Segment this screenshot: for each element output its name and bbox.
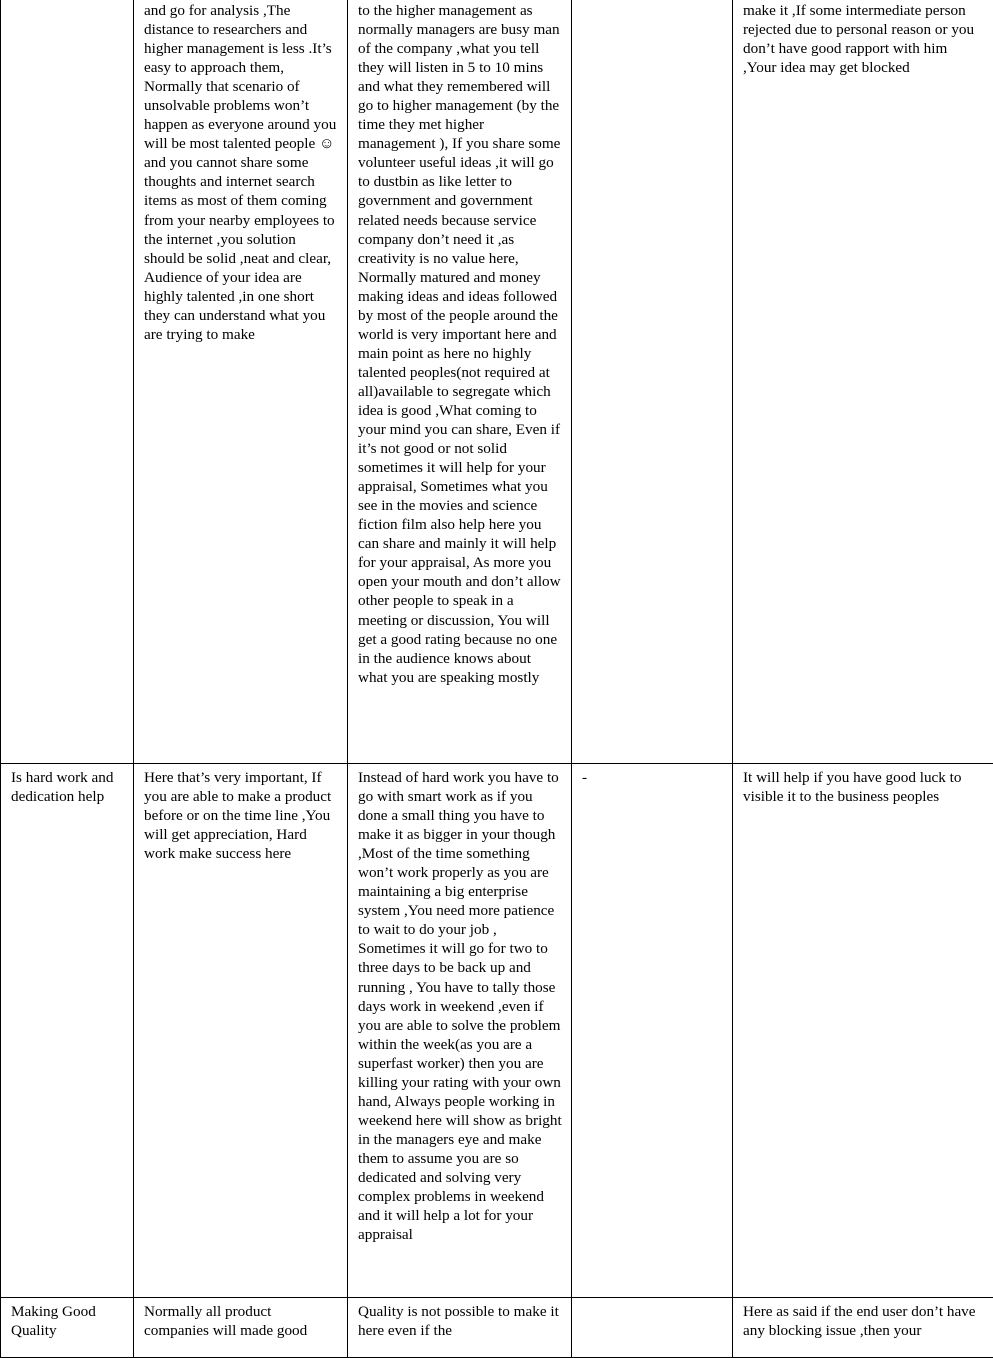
column-five-cell <box>733 1298 993 1358</box>
product-company-text: and go for analysis ,The distance to researchers and higher management is less .It’s easy to approach them, Normally that scenario of unsolvable problems won’t happen as everyone around you will be most talented people ☺ and you cannot share some thoughts and internet search items as most of them coming from your nearby employees to the internet ,you solution should be solid ,neat and clear, Audience of your idea are highly talented ,in one short they can understand what you are trying to make <box>144 1 338 344</box>
column-four-text: - <box>582 768 723 787</box>
table-row-hard-work <box>1 764 993 1298</box>
column-five-text: make it ,If some intermediate person rejected due to personal reason or you don’t have good rapport with him ,Your idea may get blocked <box>743 1 984 77</box>
topic-cell <box>1 0 134 764</box>
column-five-cell <box>733 0 993 764</box>
product-company-cell <box>134 764 348 1298</box>
column-five-text: It will help if you have good luck to visible it to the business peoples <box>743 768 984 806</box>
service-company-cell <box>348 764 572 1298</box>
service-company-text: Quality is not possible to make it here even if the <box>358 1302 562 1340</box>
topic-text: Is hard work and dedication help <box>11 768 124 806</box>
product-company-cell <box>134 1298 348 1358</box>
column-five-cell <box>733 764 993 1298</box>
product-company-text: Here that’s very important, If you are able to make a product before or on the time line ,You will get appreciation, Hard work make success here <box>144 768 338 863</box>
product-company-text: Normally all product companies will made good <box>144 1302 338 1340</box>
topic-cell <box>1 764 134 1298</box>
column-four-cell <box>572 0 733 764</box>
topic-cell <box>1 1298 134 1358</box>
column-four-cell <box>572 764 733 1298</box>
topic-text: Making Good Quality <box>11 1302 124 1340</box>
table-row-quality <box>1 1298 993 1358</box>
service-company-cell <box>348 0 572 764</box>
service-company-text: to the higher management as normally managers are busy man of the company ,what you tell they will listen in 5 to 10 mins and what they remembered will go to higher management (by the time they met higher management ), If you share some volunteer useful ideas ,it will go to dustbin as like letter to government and government related needs because service company don’t need it ,as creativity is no value here, Normally matured and money making ideas and ideas followed by most of the people around the world is very important here and main point as here no highly talented peoples(not required at all)available to segregate which idea is good ,What coming to your mind you can share, Even if it’s not good or not solid sometimes it will help for your appraisal, Sometimes what you see in the movies and science fiction film also help here you can share and mainly it will help for your appraisal, As more you open your mouth and don’t allow other people to speak in a meeting or discussion, You will get a good rating because no one in the audience knows about what you are speaking mostly <box>358 1 562 687</box>
table-row-analysis <box>1 0 993 764</box>
service-company-cell <box>348 1298 572 1358</box>
product-company-cell <box>134 0 348 764</box>
column-four-cell <box>572 1298 733 1358</box>
column-five-text: Here as said if the end user don’t have any blocking issue ,then your <box>743 1302 984 1340</box>
service-company-text: Instead of hard work you have to go with smart work as if you done a small thing you have to make it as bigger in your though ,Most of the time something won’t work properly as you are maintaining a big enterprise system ,You need more patience to wait to do your job , Sometimes it will go for two to three days to be back up and running , You have to tally those days work in weekend ,even if you are able to solve the problem within the week(as you are a superfast worker) then you are killing your rating with your own hand, Always people working in weekend here will show as bright in the managers eye and make them to assume you are so dedicated and solving very complex problems in weekend and it will help a lot for your appraisal <box>358 768 562 1244</box>
